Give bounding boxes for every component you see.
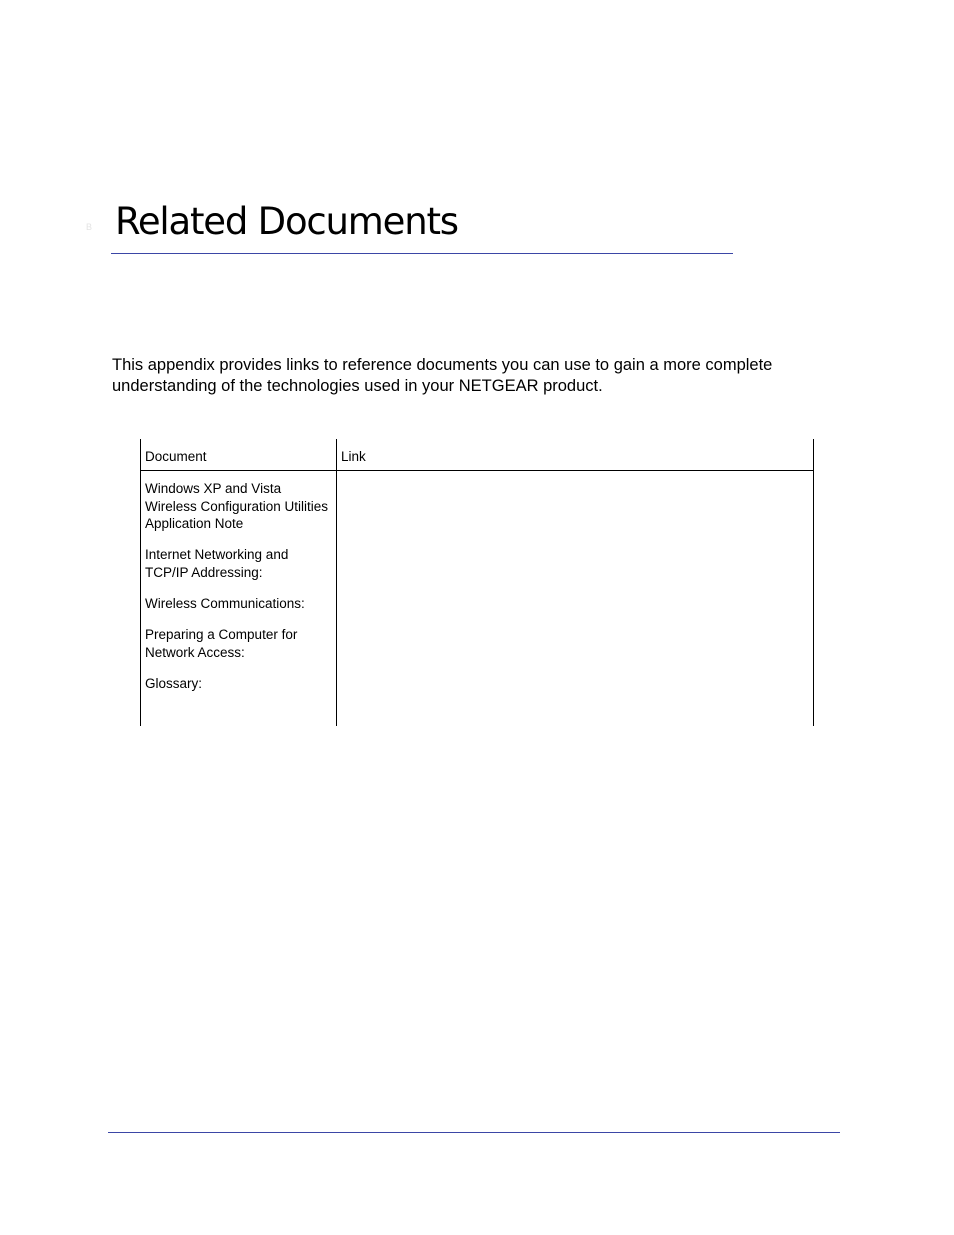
document-list — [145, 480, 333, 706]
page-title: Related Documents — [115, 200, 458, 243]
appendix-marker: B — [86, 222, 93, 232]
table-row: Preparing a Computer for Network Access: — [145, 627, 298, 660]
column-divider — [336, 439, 337, 726]
table-row: Glossary: — [145, 675, 203, 691]
column-header-link: Link — [341, 449, 366, 464]
related-documents-table — [140, 439, 814, 726]
column-header-document: Document — [145, 449, 207, 464]
header-rule — [141, 470, 813, 471]
footer-rule — [108, 1132, 840, 1133]
table-row: Wireless Communications: — [145, 595, 305, 611]
title-underline — [111, 253, 733, 254]
intro-paragraph: This appendix provides links to reference documents you can use to gain a more complete understanding of the technologies used in your NETGEAR product. — [112, 356, 773, 395]
table-row: Windows XP and Vista Wireless Configuration Utilities Application Note — [145, 481, 329, 532]
table-row: Internet Networking and TCP/IP Addressing: — [145, 547, 289, 580]
